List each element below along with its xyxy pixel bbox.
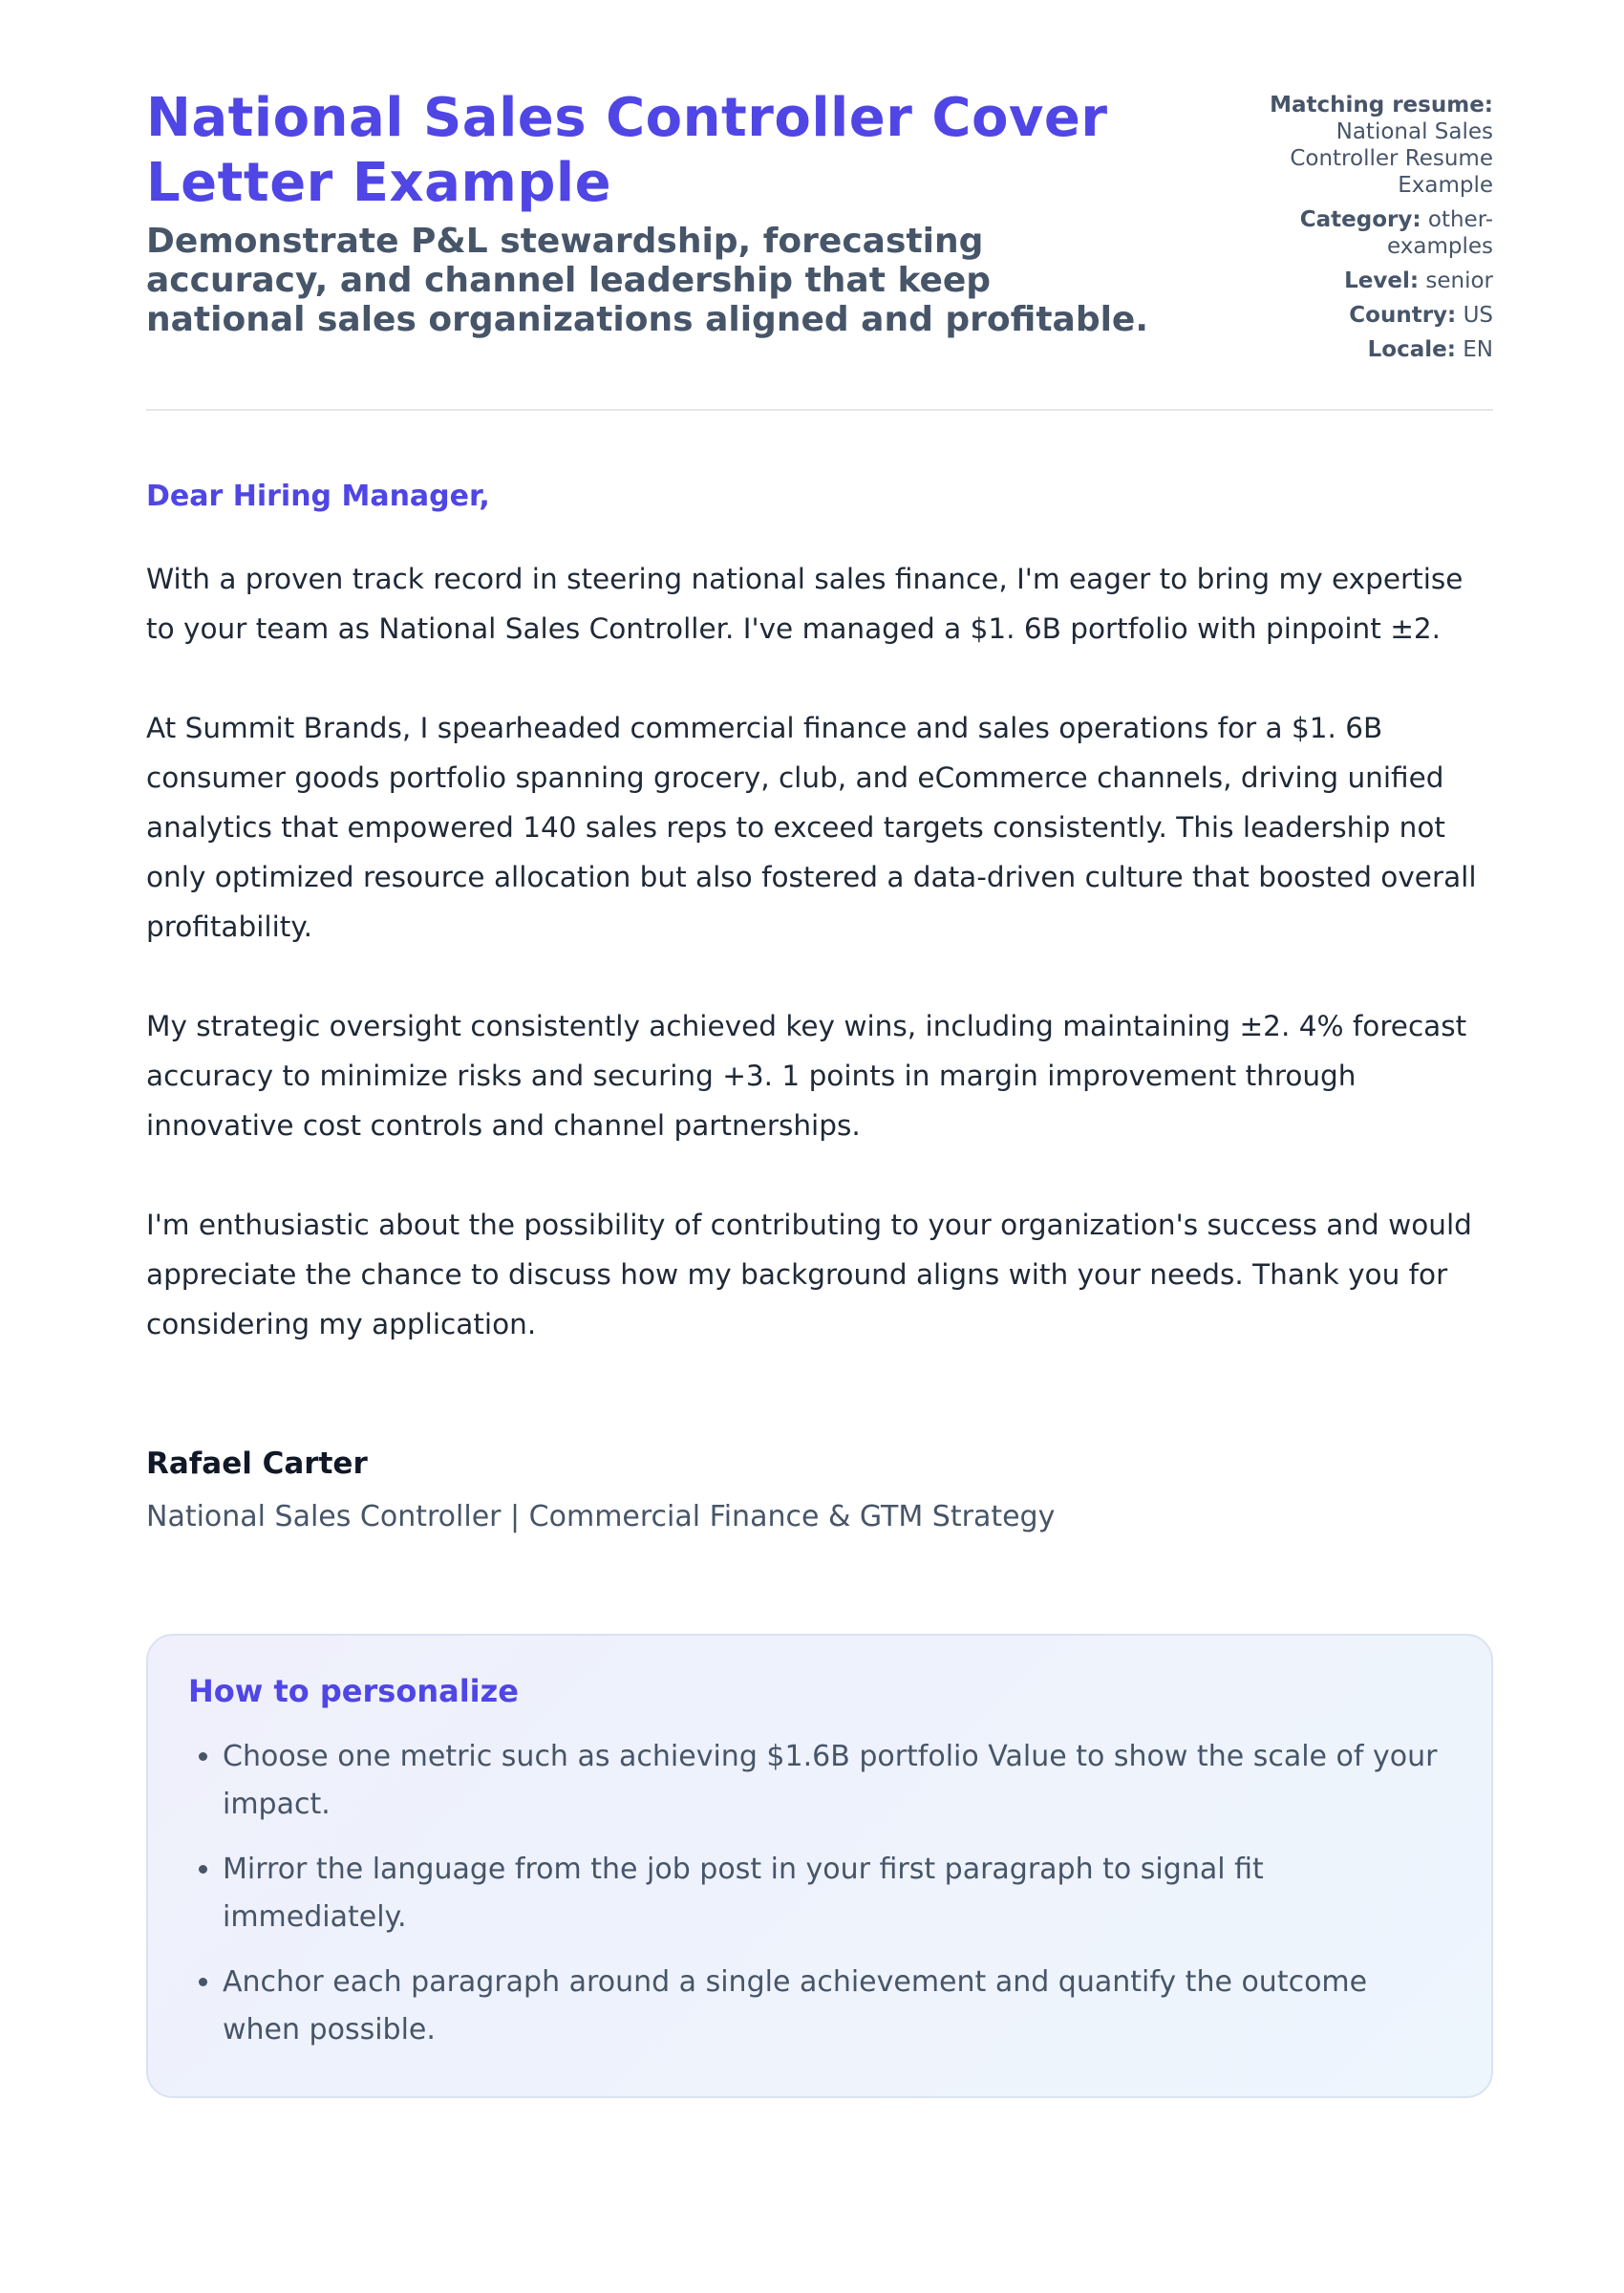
letter-paragraph-experience: At Summit Brands, I spearheaded commercial finance and sales operations for a $1. 6B consumer goods portfolio spanning grocery, club, and eCommerce channels, driving unified analytics that empowered 140 sales reps to exceed targets consistently. This leadership not only optimized resource allocation but also fostered a data-driven culture that boosted overall profitability. (146, 712, 1477, 943)
page-subtitle: Demonstrate P&L stewardship, forecasting accuracy, and channel leadership that keep national sales organizations aligned and profitable. (146, 222, 1149, 339)
meta-matching-resume (1245, 92, 1493, 199)
meta-country-label: Country: (1349, 303, 1457, 328)
tips-list-item: • Mirror the language from the job post in your first paragraph to signal fit immediately. (223, 1846, 1451, 1941)
meta-panel (1245, 86, 1493, 371)
page-title: National Sales Controller Cover Letter Example (146, 87, 1108, 214)
page-header (146, 86, 1493, 371)
meta-category-label: Category: (1299, 207, 1421, 232)
tips-list-item: • Anchor each paragraph around a single achievement and quantify the outcome when possible. (223, 1959, 1451, 2054)
cover-letter-page (146, 86, 1493, 2098)
personalize-tips-panel (146, 1634, 1493, 2098)
letter-paragraph-achievements: My strategic oversight consistently achieved key wins, including maintaining ±2. 4% forecast accuracy to minimize risks and securing +3. 1 points in margin improvement through innovative cost controls and channel partnerships. (146, 1010, 1467, 1142)
meta-category-value: other-examples (1387, 207, 1493, 259)
meta-level-label: Level: (1344, 268, 1420, 293)
meta-country-value: US (1463, 303, 1493, 328)
signature-block (146, 1445, 1493, 1536)
letter-paragraph-closing: I'm enthusiastic about the possibility of contributing to your organization's success and would appreciate the chance to discuss how my background aligns with your needs. Thank you for considering my application. (146, 1209, 1472, 1340)
letter-paragraph-intro: With a proven track record in steering national sales finance, I'm eager to bring my expertise to your team as National Sales Controller. I've managed a $1. 6B portfolio with pinpoint ±2. (146, 563, 1464, 645)
meta-locale-value: EN (1463, 337, 1493, 362)
tips-title: How to personalize (188, 1673, 519, 1709)
meta-matching-resume-value[interactable]: National Sales Controller Resume Example (1290, 119, 1493, 198)
letter-greeting: Dear Hiring Manager, (146, 480, 490, 513)
meta-category (1245, 206, 1493, 260)
meta-matching-resume-label: Matching resume: (1270, 93, 1493, 118)
meta-level (1245, 268, 1493, 294)
signature-name: Rafael Carter (146, 1447, 368, 1481)
tips-list-item: • Choose one metric such as achieving $1.6B portfolio Value to show the scale of your impact. (223, 1733, 1451, 1829)
header-titles (146, 86, 1159, 339)
header-divider (146, 409, 1493, 411)
meta-level-value: senior (1425, 268, 1493, 293)
meta-locale-label: Locale: (1367, 337, 1456, 362)
signature-title: National Sales Controller | Commercial Finance & GTM Strategy (146, 1500, 1056, 1533)
tips-list (188, 1733, 1451, 2054)
meta-country (1245, 302, 1493, 329)
letter-body (146, 554, 1493, 1349)
meta-locale (1245, 336, 1493, 363)
